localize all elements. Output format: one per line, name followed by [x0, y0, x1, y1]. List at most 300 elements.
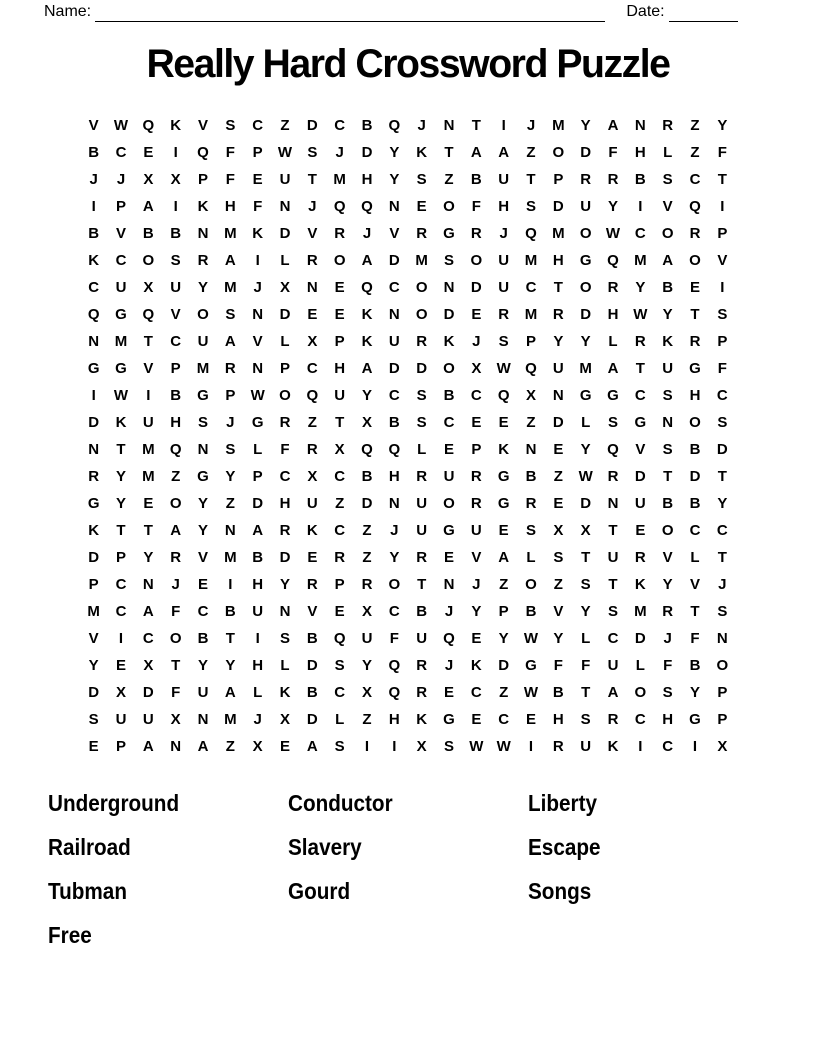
grid-letter-r2-c12: Y — [389, 144, 400, 161]
grid-letter-r11-c14: B — [443, 387, 455, 404]
grid-letter-r22-c6: A — [224, 684, 236, 701]
grid-letter-r14-c5: G — [197, 468, 209, 485]
grid-letter-r19-c5: C — [197, 603, 209, 620]
grid-letter-r13-c5: N — [197, 441, 209, 458]
grid-letter-r1-c4: K — [170, 117, 182, 134]
grid-letter-r20-c24: N — [716, 630, 728, 647]
grid-letter-r19-c19: Y — [580, 603, 591, 620]
grid-letter-r9-c7: V — [252, 333, 263, 350]
grid-letter-r23-c6: M — [224, 711, 237, 728]
grid-letter-r22-c24: P — [717, 684, 728, 701]
grid-letter-r1-c17: J — [526, 117, 536, 134]
grid-letter-r24-c18: R — [552, 738, 564, 755]
grid-letter-r19-c22: R — [662, 603, 674, 620]
grid-letter-r21-c16: D — [498, 657, 510, 674]
grid-letter-r1-c15: T — [471, 117, 481, 134]
grid-letter-r12-c12: B — [388, 414, 400, 431]
grid-letter-r19-c10: E — [334, 603, 345, 620]
grid-letter-r14-c22: T — [663, 468, 673, 485]
grid-letter-r1-c8: Z — [280, 117, 290, 134]
grid-letter-r11-c10: U — [334, 387, 346, 404]
word-list-item-tubman: Tubman — [48, 877, 127, 904]
grid-letter-r24-c1: E — [88, 738, 99, 755]
grid-letter-r9-c23: R — [689, 333, 701, 350]
grid-letter-r15-c7: D — [252, 495, 264, 512]
grid-letter-r6-c21: M — [634, 252, 647, 269]
grid-letter-r15-c1: G — [87, 495, 100, 512]
grid-letter-r8-c24: S — [717, 306, 728, 323]
grid-letter-r18-c10: P — [334, 576, 345, 593]
grid-letter-r10-c10: H — [334, 360, 346, 377]
grid-letter-r5-c11: J — [362, 225, 372, 242]
grid-letter-r5-c6: M — [224, 225, 237, 242]
grid-letter-r23-c9: D — [306, 711, 318, 728]
grid-letter-r12-c18: D — [552, 414, 564, 431]
grid-letter-r4-c14: O — [443, 198, 455, 215]
date-blank-line — [669, 3, 738, 22]
grid-letter-r14-c12: H — [388, 468, 400, 485]
grid-letter-r20-c2: I — [118, 630, 124, 647]
grid-letter-r13-c17: N — [525, 441, 537, 458]
grid-letter-r9-c3: T — [143, 333, 153, 350]
grid-letter-r23-c22: H — [662, 711, 674, 728]
grid-letter-r22-c8: K — [279, 684, 291, 701]
grid-letter-r21-c13: R — [416, 657, 428, 674]
grid-letter-r1-c12: Q — [388, 117, 401, 134]
grid-letter-r20-c8: S — [279, 630, 290, 647]
word-list-item-liberty: Liberty — [528, 789, 598, 816]
grid-letter-r21-c9: D — [306, 657, 318, 674]
grid-letter-r1-c5: V — [197, 117, 208, 134]
grid-letter-r3-c17: T — [526, 171, 536, 188]
grid-letter-r5-c5: N — [197, 225, 209, 242]
grid-letter-r5-c24: P — [717, 225, 728, 242]
grid-letter-r20-c11: U — [361, 630, 373, 647]
grid-letter-r2-c1: B — [88, 144, 100, 161]
grid-letter-r7-c4: U — [170, 279, 182, 296]
grid-letter-r16-c7: A — [252, 522, 264, 539]
grid-letter-r3-c7: E — [252, 171, 263, 188]
grid-letter-r21-c22: F — [663, 657, 673, 674]
grid-letter-r12-c7: G — [251, 414, 264, 431]
grid-letter-r20-c12: F — [389, 630, 399, 647]
grid-letter-r13-c15: P — [471, 441, 482, 458]
grid-letter-r11-c17: X — [525, 387, 536, 404]
grid-letter-r15-c9: U — [306, 495, 318, 512]
grid-letter-r13-c4: Q — [169, 441, 182, 458]
grid-letter-r11-c8: O — [279, 387, 291, 404]
grid-letter-r5-c20: W — [605, 225, 621, 242]
grid-letter-r8-c7: N — [252, 306, 264, 323]
grid-letter-r14-c13: R — [416, 468, 428, 485]
grid-letter-r21-c8: L — [280, 657, 290, 674]
grid-letter-r10-c15: X — [471, 360, 482, 377]
grid-letter-r14-c3: M — [142, 468, 155, 485]
grid-letter-r17-c12: Y — [389, 549, 400, 566]
grid-letter-r23-c19: S — [580, 711, 591, 728]
grid-letter-r15-c12: N — [388, 495, 400, 512]
grid-letter-r7-c6: M — [224, 279, 237, 296]
grid-letter-r17-c11: Z — [362, 549, 372, 566]
grid-letter-r15-c5: Y — [197, 495, 208, 512]
grid-letter-r20-c5: B — [197, 630, 209, 647]
grid-letter-r8-c5: O — [197, 306, 209, 323]
grid-letter-r23-c1: S — [88, 711, 99, 728]
grid-letter-r16-c16: E — [498, 522, 509, 539]
grid-letter-r7-c8: X — [279, 279, 290, 296]
grid-letter-r19-c3: A — [142, 603, 154, 620]
grid-letter-r5-c14: G — [443, 225, 455, 242]
grid-letter-r14-c16: G — [497, 468, 510, 485]
grid-letter-r10-c12: D — [388, 360, 400, 377]
grid-letter-r4-c12: N — [388, 198, 400, 215]
grid-letter-r22-c16: Z — [499, 684, 509, 701]
grid-letter-r21-c15: K — [470, 657, 482, 674]
grid-letter-r13-c1: N — [88, 441, 100, 458]
grid-letter-r23-c7: J — [253, 711, 262, 728]
grid-letter-r3-c22: S — [662, 171, 673, 188]
grid-letter-r11-c21: C — [634, 387, 646, 404]
grid-letter-r19-c9: V — [307, 603, 318, 620]
grid-letter-r11-c18: N — [552, 387, 564, 404]
grid-letter-r15-c14: O — [443, 495, 455, 512]
grid-letter-r13-c2: T — [116, 441, 126, 458]
grid-letter-r24-c13: X — [416, 738, 427, 755]
grid-letter-r20-c21: D — [634, 630, 646, 647]
grid-letter-r20-c15: E — [471, 630, 482, 647]
grid-letter-r2-c5: Q — [197, 144, 209, 161]
grid-letter-r22-c11: X — [361, 684, 372, 701]
grid-letter-r21-c20: U — [607, 657, 619, 674]
grid-letter-r10-c3: V — [143, 360, 154, 377]
grid-letter-r22-c1: D — [88, 684, 100, 701]
grid-letter-r17-c21: R — [634, 549, 646, 566]
grid-letter-r4-c7: F — [253, 198, 263, 215]
grid-letter-r23-c8: X — [279, 711, 290, 728]
grid-letter-r8-c16: R — [498, 306, 510, 323]
grid-letter-r7-c20: R — [607, 279, 619, 296]
grid-letter-r18-c4: J — [171, 576, 180, 593]
grid-letter-r4-c23: Q — [689, 198, 701, 215]
grid-letter-r4-c22: V — [662, 198, 673, 215]
grid-letter-r9-c8: L — [280, 333, 290, 350]
grid-letter-r5-c18: M — [552, 225, 565, 242]
grid-letter-r15-c2: Y — [115, 495, 126, 512]
grid-letter-r17-c22: V — [662, 549, 673, 566]
grid-letter-r13-c21: V — [635, 441, 646, 458]
grid-letter-r11-c9: Q — [306, 387, 319, 404]
grid-letter-r23-c4: X — [170, 711, 181, 728]
grid-letter-r20-c9: B — [306, 630, 318, 647]
grid-letter-r13-c9: R — [306, 441, 318, 458]
grid-letter-r1-c3: Q — [142, 117, 155, 134]
grid-letter-r13-c14: E — [443, 441, 454, 458]
grid-letter-r19-c20: S — [607, 603, 618, 620]
grid-letter-r14-c9: X — [307, 468, 318, 485]
grid-letter-r19-c14: J — [444, 603, 454, 620]
grid-letter-r8-c17: M — [524, 306, 538, 323]
grid-letter-r1-c13: J — [417, 117, 426, 134]
grid-letter-r12-c21: G — [634, 414, 647, 431]
grid-letter-r12-c20: S — [607, 414, 618, 431]
grid-letter-r7-c1: C — [88, 279, 100, 296]
grid-letter-r15-c6: Z — [225, 495, 235, 512]
grid-letter-r18-c16: Z — [499, 576, 509, 593]
grid-letter-r10-c1: G — [87, 360, 100, 377]
grid-letter-r23-c23: G — [689, 711, 701, 728]
grid-letter-r23-c17: E — [525, 711, 536, 728]
grid-letter-r20-c19: L — [581, 630, 591, 647]
grid-letter-r11-c5: G — [197, 387, 209, 404]
grid-letter-r17-c16: A — [498, 549, 510, 566]
grid-letter-r6-c1: K — [88, 252, 100, 269]
grid-letter-r23-c14: G — [443, 711, 455, 728]
grid-letter-r11-c11: Y — [361, 387, 372, 404]
grid-letter-r7-c18: T — [553, 279, 563, 296]
grid-letter-r7-c16: U — [498, 279, 510, 296]
grid-letter-r24-c15: W — [469, 738, 484, 755]
grid-letter-r8-c12: N — [388, 306, 400, 323]
grid-letter-r20-c7: I — [255, 630, 260, 647]
grid-letter-r15-c19: D — [580, 495, 592, 512]
grid-letter-r15-c17: R — [525, 495, 537, 512]
grid-letter-r1-c20: A — [607, 117, 619, 134]
grid-letter-r19-c13: B — [416, 603, 428, 620]
grid-letter-r3-c16: U — [498, 171, 510, 188]
grid-letter-r12-c16: E — [498, 414, 509, 431]
grid-letter-r22-c17: W — [523, 684, 539, 701]
grid-letter-r8-c14: D — [443, 306, 455, 323]
grid-letter-r14-c7: P — [252, 468, 263, 485]
grid-letter-r8-c6: S — [225, 306, 236, 323]
grid-letter-r20-c1: V — [88, 630, 99, 647]
grid-letter-r21-c23: B — [689, 657, 701, 674]
grid-letter-r7-c23: E — [689, 279, 700, 296]
grid-letter-r13-c3: M — [142, 441, 155, 458]
grid-letter-r9-c19: Y — [580, 333, 591, 350]
grid-letter-r6-c20: Q — [607, 252, 619, 269]
grid-letter-r21-c6: Y — [225, 657, 236, 674]
grid-letter-r7-c2: U — [115, 279, 127, 296]
grid-letter-r14-c8: C — [279, 468, 291, 485]
grid-letter-r24-c20: K — [607, 738, 619, 755]
grid-letter-r16-c13: U — [416, 522, 428, 539]
grid-letter-r22-c15: C — [470, 684, 482, 701]
grid-letter-r1-c1: V — [88, 117, 99, 134]
grid-letter-r4-c2: P — [115, 198, 126, 215]
grid-letter-r22-c4: F — [171, 684, 181, 701]
grid-letter-r4-c10: Q — [333, 198, 346, 215]
grid-letter-r11-c24: C — [716, 387, 728, 404]
grid-letter-r16-c9: K — [306, 522, 318, 539]
grid-letter-r15-c4: O — [169, 495, 182, 512]
grid-letter-r21-c11: Y — [361, 657, 372, 674]
grid-letter-r17-c23: L — [690, 549, 700, 566]
grid-letter-r6-c24: V — [717, 252, 728, 269]
grid-letter-r14-c11: B — [361, 468, 373, 485]
grid-letter-r23-c2: U — [115, 711, 127, 728]
grid-letter-r17-c4: R — [170, 549, 182, 566]
grid-letter-r8-c22: Y — [662, 306, 673, 323]
word-list-item-railroad: Railroad — [48, 833, 131, 860]
grid-letter-r15-c22: B — [662, 495, 674, 512]
grid-letter-r24-c19: U — [580, 738, 592, 755]
grid-letter-r8-c19: D — [580, 306, 592, 323]
grid-letter-r10-c22: U — [662, 360, 674, 377]
grid-letter-r11-c15: C — [470, 387, 482, 404]
grid-letter-r4-c21: I — [638, 198, 643, 215]
grid-letter-r21-c4: T — [171, 657, 181, 674]
grid-letter-r19-c15: Y — [471, 603, 482, 620]
grid-letter-r15-c3: E — [143, 495, 154, 512]
grid-letter-r3-c8: U — [279, 171, 291, 188]
grid-letter-r1-c9: D — [306, 117, 318, 134]
grid-letter-r4-c11: Q — [361, 198, 373, 215]
grid-letter-r20-c23: F — [690, 630, 700, 647]
word-list-item-free: Free — [48, 921, 92, 948]
grid-letter-r16-c1: K — [88, 522, 100, 539]
grid-letter-r3-c21: B — [634, 171, 646, 188]
grid-letter-r4-c8: N — [279, 198, 291, 215]
grid-letter-r14-c1: R — [88, 468, 100, 485]
grid-letter-r24-c7: X — [252, 738, 263, 755]
grid-letter-r4-c19: U — [580, 198, 592, 215]
grid-letter-r17-c13: R — [416, 549, 428, 566]
grid-letter-r13-c24: D — [716, 441, 728, 458]
name-blank-line — [95, 3, 604, 22]
grid-letter-r17-c3: Y — [143, 549, 154, 566]
grid-letter-r12-c14: C — [443, 414, 455, 431]
grid-letter-r15-c13: U — [416, 495, 428, 512]
grid-letter-r19-c24: S — [717, 603, 728, 620]
grid-letter-r20-c6: T — [225, 630, 235, 647]
grid-letter-r2-c7: P — [252, 144, 263, 161]
grid-letter-r6-c8: L — [280, 252, 290, 269]
grid-letter-r14-c15: R — [470, 468, 482, 485]
grid-letter-r2-c18: O — [552, 144, 565, 161]
grid-letter-r3-c14: Z — [444, 171, 454, 188]
grid-letter-r3-c4: X — [170, 171, 181, 188]
grid-letter-r8-c23: T — [690, 306, 700, 323]
grid-letter-r19-c18: V — [553, 603, 564, 620]
grid-letter-r6-c18: H — [552, 252, 564, 269]
grid-letter-r21-c3: X — [143, 657, 154, 674]
grid-letter-r3-c1: J — [89, 171, 98, 188]
grid-letter-r13-c11: Q — [361, 441, 373, 458]
grid-letter-r24-c4: N — [170, 738, 182, 755]
grid-letter-r14-c24: T — [717, 468, 727, 485]
grid-letter-r10-c19: M — [579, 360, 592, 377]
grid-letter-r14-c19: W — [578, 468, 593, 485]
grid-letter-r7-c13: O — [415, 279, 428, 296]
grid-letter-r7-c10: E — [334, 279, 345, 296]
grid-letter-r1-c7: C — [252, 117, 264, 134]
grid-letter-r7-c24: I — [720, 279, 725, 296]
grid-letter-r12-c11: X — [361, 414, 372, 431]
grid-letter-r7-c7: J — [253, 279, 262, 296]
grid-letter-r13-c13: L — [417, 441, 427, 458]
grid-letter-r14-c18: Z — [553, 468, 563, 485]
grid-letter-r6-c5: R — [197, 252, 209, 269]
grid-letter-r5-c23: R — [689, 225, 701, 242]
grid-letter-r13-c6: S — [225, 441, 236, 458]
grid-letter-r22-c9: B — [306, 684, 318, 701]
grid-letter-r23-c15: E — [471, 711, 482, 728]
grid-letter-r20-c18: Y — [553, 630, 564, 647]
grid-letter-r20-c22: J — [663, 630, 672, 647]
grid-letter-r6-c23: O — [689, 252, 701, 269]
grid-letter-r17-c15: V — [471, 549, 482, 566]
grid-letter-r10-c8: P — [279, 360, 290, 377]
grid-letter-r21-c24: O — [716, 657, 729, 674]
grid-letter-r15-c11: D — [361, 495, 373, 512]
grid-letter-r18-c23: V — [689, 576, 700, 593]
grid-letter-r6-c16: U — [498, 252, 510, 269]
grid-letter-r17-c1: D — [88, 549, 100, 566]
grid-letter-r16-c4: A — [170, 522, 182, 539]
grid-letter-r10-c7: N — [252, 360, 264, 377]
grid-letter-r4-c15: F — [471, 198, 481, 215]
grid-letter-r11-c20: G — [607, 387, 619, 404]
grid-letter-r20-c13: U — [416, 630, 428, 647]
grid-letter-r3-c23: C — [689, 171, 701, 188]
word-list-item-gourd: Gourd — [288, 877, 351, 904]
grid-letter-r22-c10: C — [334, 684, 346, 701]
grid-letter-r2-c4: I — [173, 144, 178, 161]
grid-letter-r6-c7: I — [255, 252, 260, 269]
grid-letter-r1-c19: Y — [580, 117, 591, 134]
grid-letter-r10-c14: O — [443, 360, 455, 377]
grid-letter-r15-c20: N — [607, 495, 619, 512]
grid-letter-r8-c21: W — [633, 306, 648, 323]
grid-letter-r20-c14: Q — [443, 630, 455, 647]
grid-letter-r4-c3: A — [142, 198, 154, 215]
grid-letter-r21-c19: F — [581, 657, 591, 674]
grid-letter-r16-c18: X — [553, 522, 564, 539]
grid-letter-r2-c9: S — [307, 144, 318, 161]
grid-letter-r9-c6: A — [224, 333, 236, 350]
grid-letter-r1-c16: I — [501, 117, 506, 134]
grid-letter-r9-c9: X — [307, 333, 318, 350]
grid-letter-r4-c4: I — [173, 198, 178, 215]
grid-letter-r19-c4: F — [171, 603, 181, 620]
grid-letter-r18-c20: T — [608, 576, 618, 593]
word-search-grid — [80, 112, 736, 760]
grid-letter-r9-c14: K — [443, 333, 455, 350]
grid-letter-r14-c2: Y — [115, 468, 126, 485]
grid-letter-r18-c19: S — [580, 576, 591, 593]
grid-letter-r8-c15: E — [471, 306, 482, 323]
grid-letter-r11-c4: B — [170, 387, 182, 404]
grid-letter-r23-c11: Z — [362, 711, 372, 728]
grid-letter-r1-c2: W — [113, 117, 129, 134]
grid-letter-r13-c10: X — [334, 441, 345, 458]
grid-letter-r4-c5: K — [197, 198, 209, 215]
grid-letter-r7-c9: N — [306, 279, 318, 296]
grid-letter-r6-c11: A — [361, 252, 373, 269]
grid-letter-r6-c4: S — [170, 252, 181, 269]
grid-letter-r2-c14: T — [444, 144, 454, 161]
grid-letter-r4-c13: E — [416, 198, 427, 215]
grid-letter-r9-c15: J — [472, 333, 481, 350]
grid-letter-r1-c11: B — [361, 117, 373, 134]
grid-letter-r21-c10: S — [334, 657, 345, 674]
grid-letter-r2-c20: F — [608, 144, 618, 161]
grid-letter-r2-c3: E — [143, 144, 154, 161]
grid-letter-r19-c7: U — [252, 603, 264, 620]
grid-letter-r9-c24: P — [717, 333, 728, 350]
grid-letter-r23-c24: P — [717, 711, 728, 728]
